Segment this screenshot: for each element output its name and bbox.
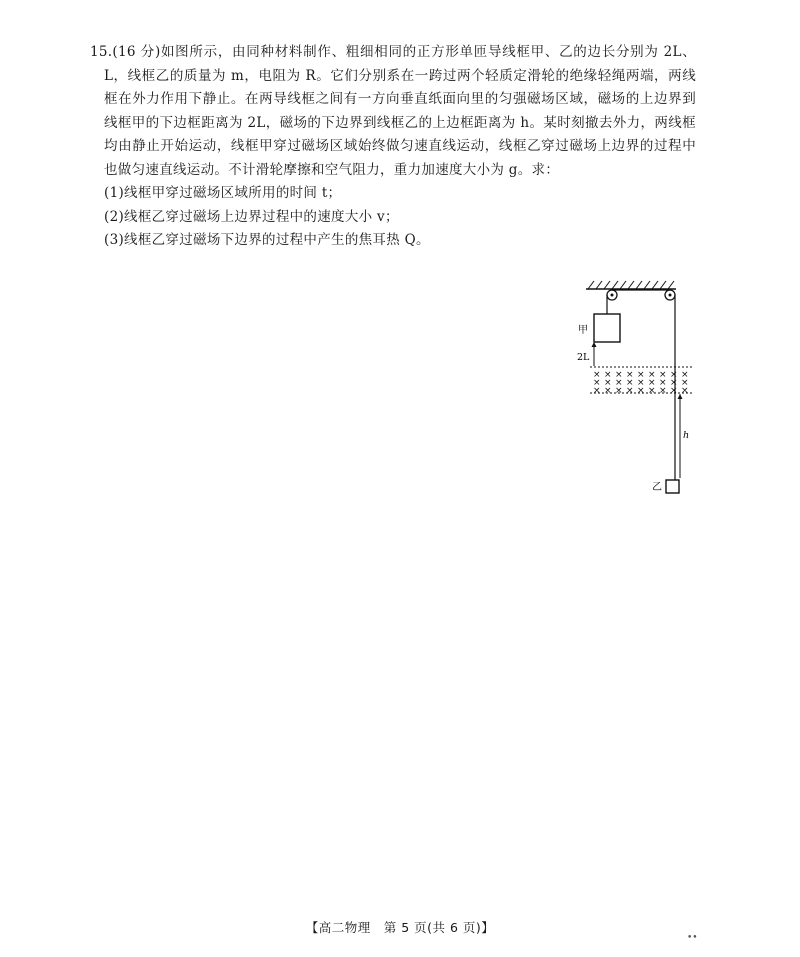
- corner-mark: ••: [687, 933, 698, 943]
- svg-text:×: ×: [659, 370, 667, 380]
- question-3: (3)线框乙穿过磁场下边界的过程中产生的焦耳热 Q。: [104, 232, 430, 248]
- frame-yi: [666, 480, 679, 493]
- svg-text:×: ×: [615, 386, 623, 396]
- svg-text:×: ×: [659, 386, 667, 396]
- problem-15: [90, 41, 697, 253]
- ceiling-hatch: [588, 281, 674, 289]
- svg-text:×: ×: [637, 378, 645, 388]
- svg-text:×: ×: [626, 378, 634, 388]
- svg-text:×: ×: [604, 378, 612, 388]
- label-jia: 甲: [578, 325, 588, 336]
- pulley-diagram: [574, 276, 704, 496]
- right-pulley-axle: [669, 294, 672, 297]
- svg-text:×: ×: [604, 386, 612, 396]
- svg-text:×: ×: [637, 386, 645, 396]
- svg-text:×: ×: [593, 378, 601, 388]
- problem-stem-text: 如图所示，由同种材料制作、粗细相同的正方形单匝导线框甲、乙的边长分别为 2L、L，线框乙的质量为 m，电阻为 R。它们分别系在一跨过两个轻质定滑轮的绝缘轻绳两端，两线框在外力作用下静止。在两导线框之间有一方向垂直纸面向里的匀强磁场区域，磁场的上边界到线框甲的下边框距离为 2L，磁场的下边界到线框乙的上边框距离为 h。某时刻撤去外力，两线框均由静止开始运动，线框甲穿过磁场区域始终做匀速直线运动，线框乙穿过磁场上边界的过程中也做匀速直线运动。不计滑轮摩擦和空气阻力，重力加速度大小为 g。求：: [104, 44, 697, 178]
- distance-2L-arrowhead: [592, 342, 597, 347]
- problem-points: (16 分): [112, 44, 161, 60]
- svg-text:×: ×: [659, 378, 667, 388]
- svg-text:×: ×: [681, 370, 689, 380]
- left-pulley-axle: [611, 294, 614, 297]
- question-1: (1)线框甲穿过磁场区域所用的时间 t；: [104, 185, 342, 201]
- svg-text:×: ×: [593, 386, 601, 396]
- svg-text:×: ×: [648, 378, 656, 388]
- svg-text:×: ×: [626, 386, 634, 396]
- svg-text:×: ×: [670, 370, 678, 380]
- label-2L: 2L: [577, 352, 590, 363]
- question-2: (2)线框乙穿过磁场上边界过程中的速度大小 v；: [104, 208, 399, 225]
- svg-text:×: ×: [615, 370, 623, 380]
- frame-jia: [594, 314, 620, 342]
- field-symbols: [593, 370, 689, 396]
- svg-text:×: ×: [626, 370, 634, 380]
- svg-text:×: ×: [670, 386, 678, 396]
- problem-stem: [90, 41, 697, 182]
- problem-number: 15.: [90, 44, 113, 60]
- label-yi: 乙: [652, 482, 662, 493]
- svg-text:×: ×: [681, 386, 689, 396]
- svg-text:×: ×: [648, 370, 656, 380]
- svg-text:×: ×: [604, 370, 612, 380]
- svg-text:×: ×: [681, 378, 689, 388]
- page-footer: 【高二物理 第 5 页(共 6 页)】: [305, 920, 495, 935]
- svg-text:×: ×: [615, 378, 623, 388]
- svg-text:×: ×: [648, 386, 656, 396]
- svg-text:×: ×: [637, 370, 645, 380]
- svg-text:×: ×: [670, 378, 678, 388]
- svg-text:×: ×: [593, 370, 601, 380]
- label-h: h: [683, 430, 690, 441]
